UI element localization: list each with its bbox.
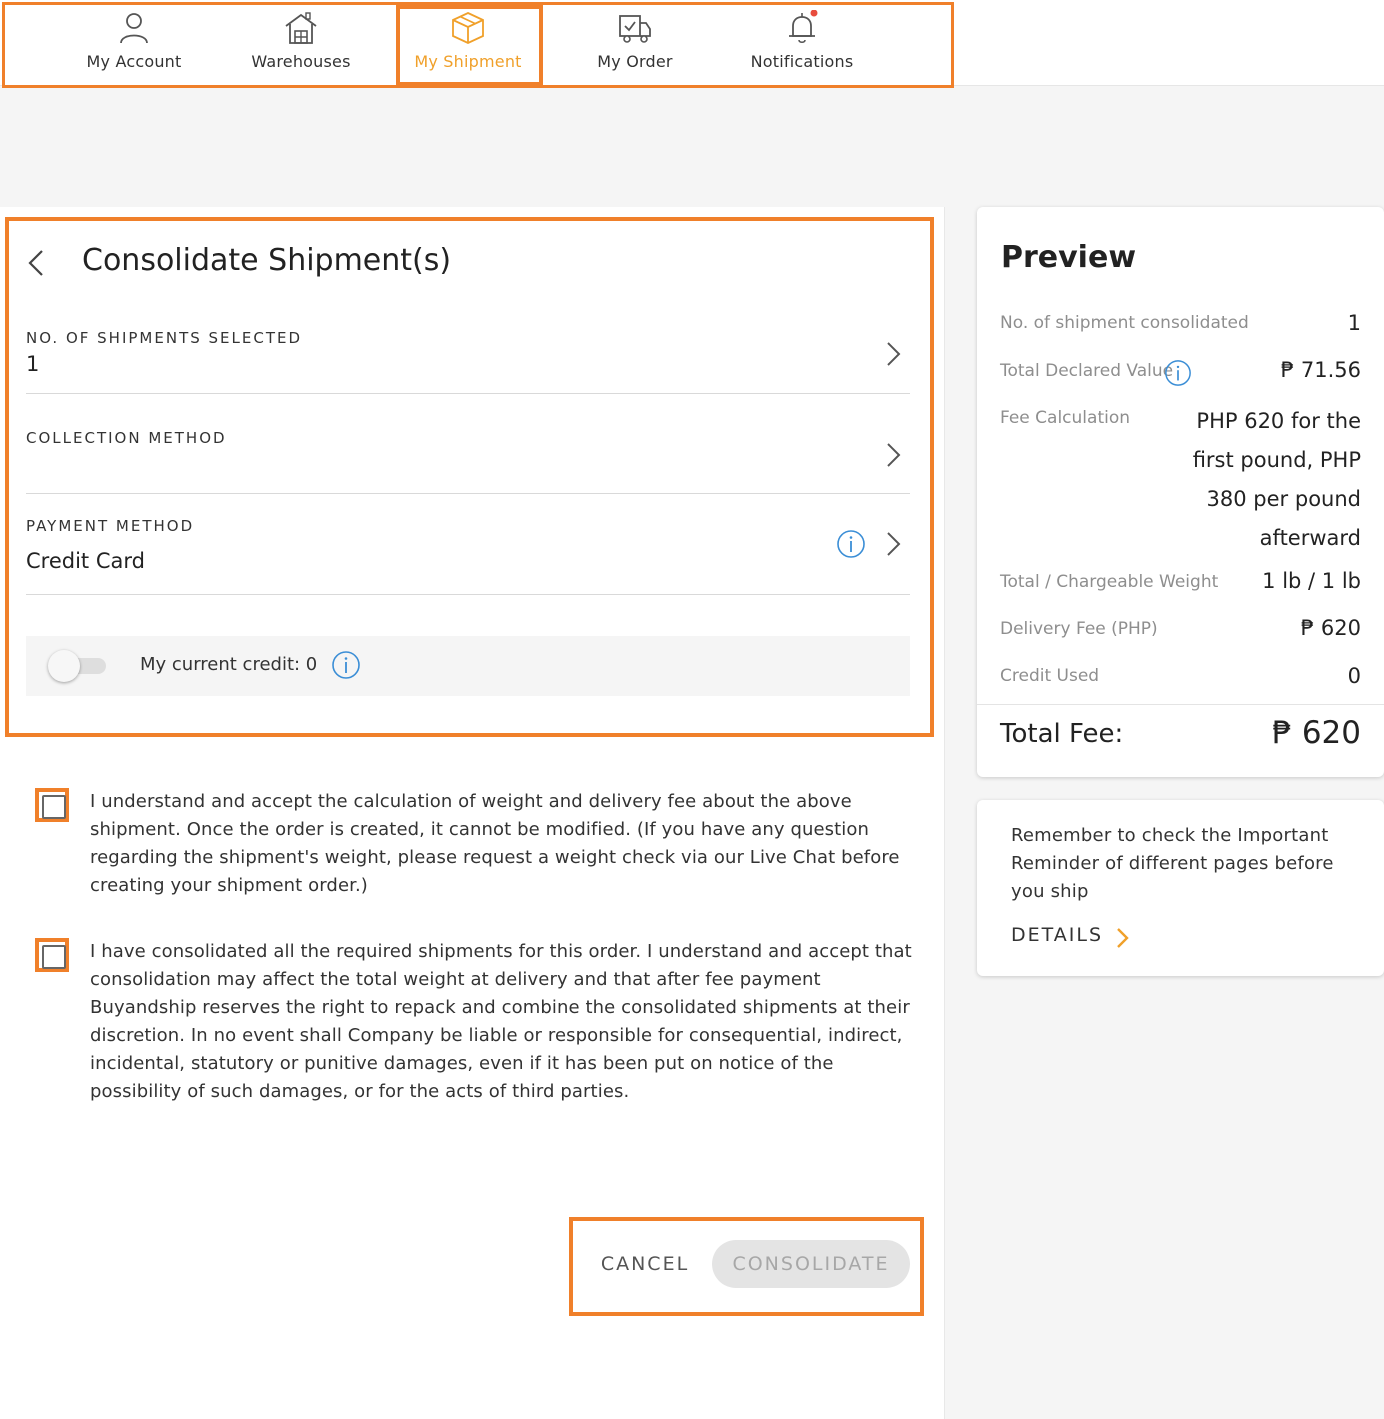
credit-section: [26, 636, 910, 696]
total-fee-value: ₱ 620: [1272, 715, 1361, 751]
cancel-button[interactable]: CANCEL: [590, 1244, 700, 1284]
delivery-fee-value: ₱ 620: [1300, 616, 1361, 640]
shipments-value: 1: [26, 352, 40, 376]
info-icon[interactable]: [1164, 359, 1192, 387]
weight-value: 1 lb / 1 lb: [1262, 569, 1361, 593]
declared-value: ₱ 71.56: [1280, 358, 1361, 382]
back-arrow-icon[interactable]: [24, 248, 52, 278]
nav-active-highlight: [396, 5, 543, 86]
fee-calculation-value: PHP 620 for the first pound, PHP 380 per pound afterward: [1192, 409, 1361, 550]
consolidate-button[interactable]: CONSOLIDATE: [712, 1240, 910, 1288]
accept-fee-terms: I understand and accept the calculation of weight and delivery fee about the above shipment. Once the order is created, it cannot be modified. (If you have any question regarding the shipment's weight, please request a weight check via our Live Chat before creating your shipment order.): [90, 791, 900, 896]
total-fee-label: Total Fee:: [1000, 719, 1124, 749]
accept-consolidation-terms: I have consolidated all the required shipments for this order. I understand and accept that consolidation may affect the total weight at delivery and that after fee payment Buyandship reserves the right to repack and combine the consolidated shipments at their discretion. In no event shall Company be liable or responsible for consequential, indirect, incidental, statutory or punitive damages, even if it has been put on notice of the possibility of such damages, or for the acts of third parties.: [90, 941, 912, 1102]
payment-value: Credit Card: [26, 549, 145, 573]
nav-label: My Order: [597, 52, 673, 71]
column-divider: [944, 207, 945, 1419]
credit-used-label: Credit Used: [1000, 666, 1100, 686]
fee-calculation-label: Fee Calculation: [1000, 408, 1131, 428]
nav-label: My Shipment: [414, 52, 522, 71]
shipments-label: NO. OF SHIPMENTS SELECTED: [26, 329, 303, 347]
credit-used-value: 0: [1347, 664, 1361, 688]
reminder-card: [977, 800, 1384, 976]
declared-value-label: Total Declared Value: [1000, 361, 1174, 381]
accept-fee-checkbox[interactable]: [35, 788, 69, 822]
consolidated-value: 1: [1347, 311, 1361, 335]
delivery-fee-label: Delivery Fee (PHP): [1000, 619, 1158, 639]
shipments-selected-row[interactable]: [26, 318, 910, 394]
preview-title: Preview: [1001, 240, 1137, 275]
collection-method-row[interactable]: [26, 394, 910, 494]
preview-card: [977, 207, 1384, 777]
current-credit-text: My current credit: 0: [140, 654, 318, 675]
collection-label: COLLECTION METHOD: [26, 429, 227, 447]
chevron-right-icon: [1115, 926, 1131, 950]
payment-method-row[interactable]: [26, 494, 910, 595]
nav-label: My Account: [86, 52, 182, 71]
details-label: DETAILS: [1011, 924, 1104, 946]
details-link[interactable]: [1011, 924, 1103, 954]
chevron-right-icon: [884, 441, 904, 469]
page-title: Consolidate Shipment(s): [82, 243, 452, 278]
nav-label: Warehouses: [251, 52, 351, 71]
info-icon[interactable]: [331, 650, 361, 680]
reminder-text: Remember to check the Important Reminder of different pages before you ship: [1011, 825, 1334, 902]
accept-consolidation-checkbox[interactable]: [35, 938, 69, 972]
chevron-right-icon: [884, 340, 904, 368]
weight-label: Total / Chargeable Weight: [1000, 572, 1219, 592]
chevron-right-icon: [884, 530, 904, 558]
info-icon[interactable]: [836, 529, 866, 559]
payment-label: PAYMENT METHOD: [26, 517, 195, 535]
consolidated-label: No. of shipment consolidated: [1000, 313, 1249, 333]
nav-label: Notifications: [750, 52, 854, 71]
credit-toggle[interactable]: [48, 650, 80, 682]
preview-divider: [977, 704, 1384, 705]
